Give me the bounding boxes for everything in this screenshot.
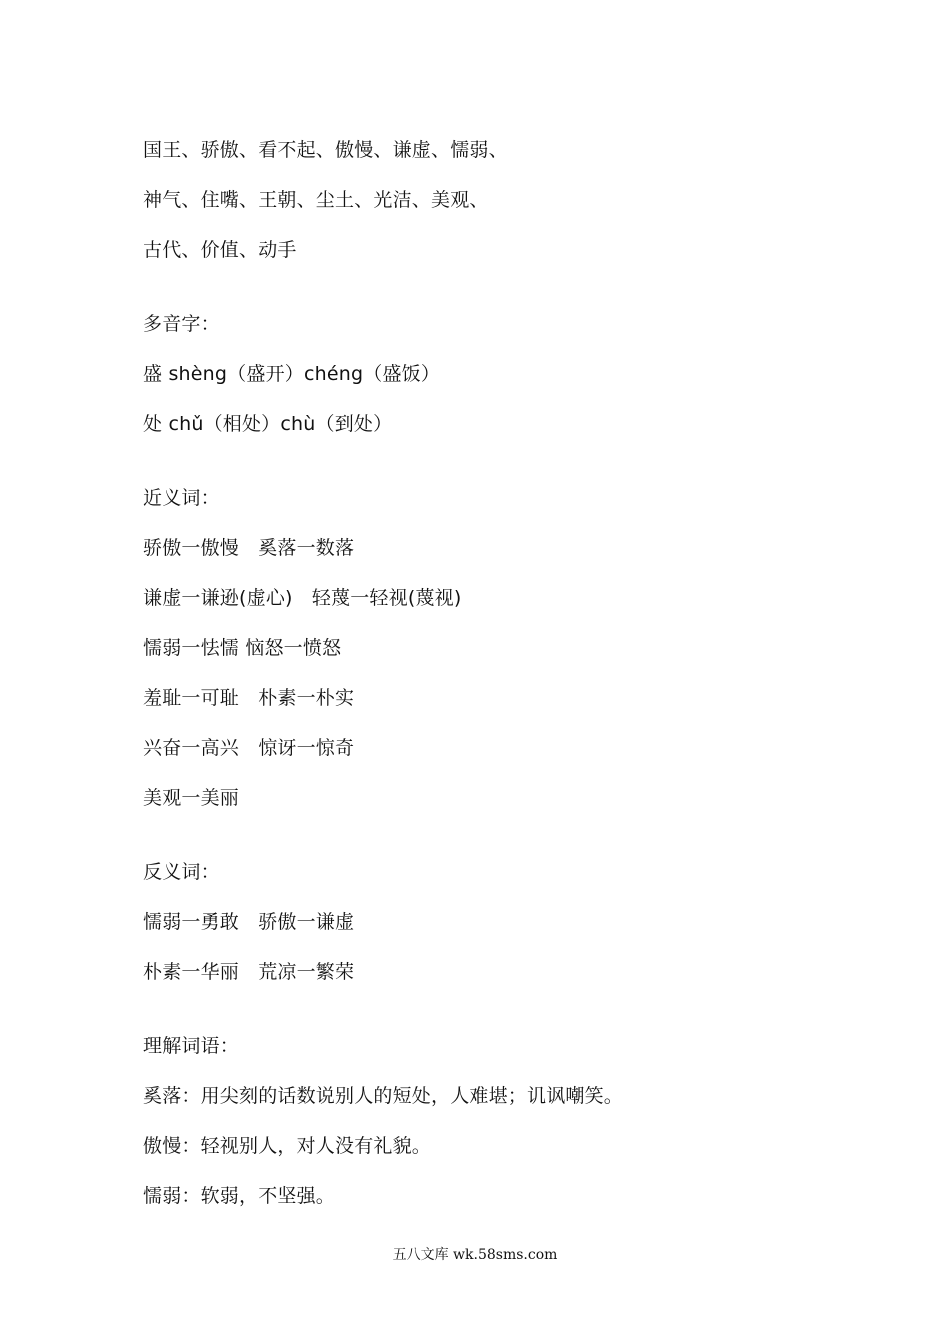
definition-line: 奚落：用尖刻的话数说别人的短处，人难堪；讥讽嘲笑。	[143, 1085, 624, 1107]
synonym-line: 美观一美丽	[143, 787, 240, 809]
antonym-line: 懦弱一勇敢 骄傲一谦虚	[143, 911, 355, 933]
vocabulary-line: 古代、价值、动手	[143, 239, 297, 261]
polyphonic-heading: 多音字：	[143, 313, 220, 335]
vocabulary-line: 神气、住嘴、王朝、尘土、光洁、美观、	[143, 189, 489, 211]
synonym-line: 懦弱一怯懦 恼怒一愤怒	[143, 637, 342, 659]
synonym-line: 谦虚一谦逊(虚心) 轻蔑一轻视(蔑视)	[143, 587, 462, 609]
synonym-line: 羞耻一可耻 朴素一朴实	[143, 687, 355, 709]
synonym-line: 兴奋一高兴 惊讶一惊奇	[143, 737, 355, 759]
antonyms-heading: 反义词：	[143, 861, 220, 883]
definition-line: 懦弱：软弱，不坚强。	[143, 1185, 336, 1207]
vocabulary-line: 国王、骄傲、看不起、傲慢、谦虚、懦弱、	[143, 139, 508, 161]
synonyms-heading: 近义词：	[143, 487, 220, 509]
synonym-line: 骄傲一傲慢 奚落一数落	[143, 537, 355, 559]
antonym-line: 朴素一华丽 荒凉一繁荣	[143, 961, 355, 983]
definitions-heading: 理解词语：	[143, 1035, 240, 1057]
polyphonic-line: 处 chǔ（相处）chù（到处）	[143, 413, 393, 435]
page-footer-watermark: 五八文库 wk.58sms.com	[392, 1247, 558, 1263]
definition-line: 傲慢：轻视别人，对人没有礼貌。	[143, 1135, 432, 1157]
polyphonic-line: 盛 shèng（盛开）chéng（盛饭）	[143, 363, 441, 385]
